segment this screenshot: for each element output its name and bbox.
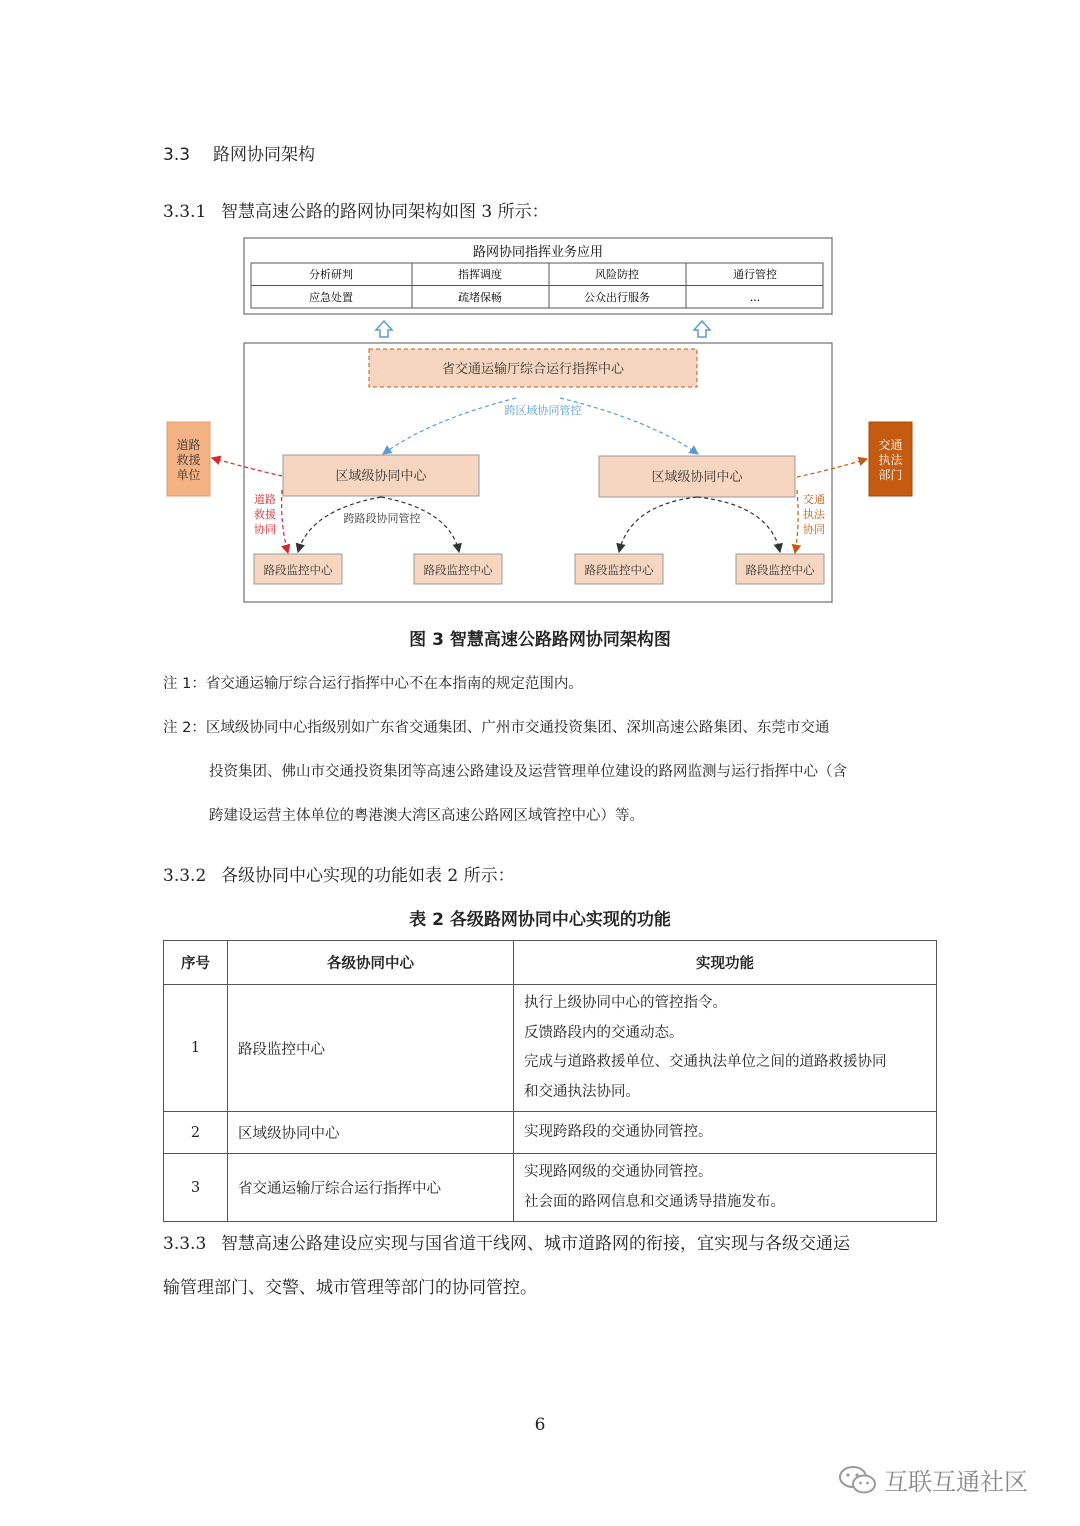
paragraph-number: 3.3.3 bbox=[163, 1234, 207, 1254]
wechat-icon bbox=[838, 1464, 878, 1496]
paragraph-333-line-1 bbox=[163, 1229, 850, 1254]
section-number: 3.3 bbox=[163, 145, 191, 165]
up-arrow-icon-right bbox=[694, 321, 710, 337]
function-line: 实现跨路段的交通协同管控。 bbox=[524, 1123, 713, 1140]
section-monitor-label-4: 路段监控中心 bbox=[745, 563, 815, 577]
function-line: 社会面的路网信息和交通诱导措施发布。 bbox=[524, 1193, 785, 1210]
table-caption: 表 2 各级路网协同中心实现的功能 bbox=[409, 910, 671, 930]
row-index: 3 bbox=[164, 1154, 228, 1222]
traffic-law-coop-line1: 交通 bbox=[803, 493, 825, 506]
paragraph-text: 智慧高速公路的路网协同架构如图 3 所示： bbox=[221, 202, 549, 222]
paragraph-number: 3.3.2 bbox=[163, 866, 207, 886]
app-cell-public-travel: 公众出行服务 bbox=[584, 291, 650, 304]
function-line: 执行上级协同中心的管控指令。 bbox=[524, 995, 727, 1011]
road-rescue-coop-line3: 协同 bbox=[254, 523, 276, 536]
row-functions bbox=[514, 1154, 937, 1222]
table-header-row bbox=[164, 941, 937, 985]
section-monitor-label-2: 路段监控中心 bbox=[423, 563, 493, 577]
traffic-law-dept-line1: 交通 bbox=[878, 438, 903, 452]
paragraph-text: 智慧高速公路建设应实现与国省道干线网、城市道路网的衔接，宜实现与各级交通运 bbox=[221, 1234, 850, 1254]
watermark-text: 互联互通社区 bbox=[884, 1468, 1028, 1496]
app-cell-more: ... bbox=[749, 291, 761, 304]
road-rescue-unit-line3: 单位 bbox=[176, 468, 201, 482]
function-line: 完成与道路救援单位、交通执法单位之间的道路救援协同 bbox=[524, 1054, 887, 1070]
app-cell-emergency: 应急处置 bbox=[309, 291, 353, 304]
app-cell-dispatch: 指挥调度 bbox=[458, 268, 502, 281]
cross-region-label: 跨区域协同管控 bbox=[504, 404, 582, 417]
row-index: 2 bbox=[164, 1112, 228, 1154]
road-rescue-unit-line1: 道路 bbox=[176, 438, 201, 452]
row-functions bbox=[514, 985, 937, 1112]
section-monitor-label-1: 路段监控中心 bbox=[263, 563, 333, 577]
traffic-law-dept-line2: 执法 bbox=[878, 453, 903, 467]
app-cell-congestion: 疏堵保畅 bbox=[458, 291, 502, 304]
app-cell-risk: 风险防控 bbox=[595, 268, 639, 281]
road-rescue-coop-line1: 道路 bbox=[254, 493, 276, 506]
table-row bbox=[164, 1154, 937, 1222]
app-cell-traffic-control: 通行管控 bbox=[733, 268, 777, 281]
row-functions bbox=[514, 1112, 937, 1154]
architecture-diagram bbox=[0, 0, 1080, 620]
region-center-right-label: 区域级协同中心 bbox=[651, 470, 743, 485]
header-center: 各级协同中心 bbox=[228, 941, 514, 985]
traffic-law-coop-line2: 执法 bbox=[803, 508, 825, 521]
paragraph-332 bbox=[163, 861, 515, 886]
app-cell-analysis: 分析研判 bbox=[309, 268, 353, 281]
row-center-name: 省交通运输厅综合运行指挥中心 bbox=[228, 1154, 514, 1222]
traffic-law-coop-line3: 协同 bbox=[803, 523, 825, 536]
function-line: 反馈路段内的交通动态。 bbox=[524, 1024, 684, 1041]
paragraph-333-line-2: 输管理部门、交警、城市管理等部门的协同管控。 bbox=[163, 1278, 537, 1298]
table-row bbox=[164, 985, 937, 1112]
business-application-title: 路网协同指挥业务应用 bbox=[472, 245, 604, 260]
business-application-box bbox=[244, 238, 832, 314]
watermark bbox=[838, 1462, 1028, 1497]
function-line: 实现路网级的交通协同管控。 bbox=[524, 1164, 713, 1180]
note-2-line-1: 注 2：区域级协同中心指级别如广东省交通集团、广州市交通投资集团、深圳高速公路集团、东莞市交通 bbox=[163, 720, 830, 736]
province-center-label: 省交通运输厅综合运行指挥中心 bbox=[441, 362, 625, 377]
function-table bbox=[163, 940, 937, 1222]
function-line: 和交通执法协同。 bbox=[524, 1083, 640, 1100]
section-title: 路网协同架构 bbox=[213, 145, 315, 165]
page-number: 6 bbox=[534, 1415, 546, 1435]
traffic-law-dept-line3: 部门 bbox=[878, 468, 903, 482]
header-index: 序号 bbox=[164, 941, 228, 985]
table-row bbox=[164, 1112, 937, 1154]
cross-section-label: 跨路段协同管控 bbox=[343, 512, 421, 525]
row-center-name: 路段监控中心 bbox=[228, 985, 514, 1112]
header-function: 实现功能 bbox=[514, 941, 937, 985]
paragraph-number: 3.3.1 bbox=[163, 202, 207, 222]
note-2-line-3: 跨建设运营主体单位的粤港澳大湾区高速公路网区域管控中心）等。 bbox=[209, 808, 644, 824]
section-monitor-label-3: 路段监控中心 bbox=[584, 563, 654, 577]
paragraph-text: 各级协同中心实现的功能如表 2 所示： bbox=[221, 866, 515, 886]
note-1: 注 1：省交通运输厅综合运行指挥中心不在本指南的规定范围内。 bbox=[163, 676, 583, 692]
row-index: 1 bbox=[164, 985, 228, 1112]
road-rescue-coop-line2: 救援 bbox=[254, 508, 276, 521]
note-2-line-2: 投资集团、佛山市交通投资集团等高速公路建设及运营管理单位建设的路网监测与运行指挥中心（含 bbox=[209, 764, 847, 780]
figure-caption: 图 3 智慧高速公路路网协同架构图 bbox=[409, 630, 671, 650]
row-center-name: 区域级协同中心 bbox=[228, 1112, 514, 1154]
region-center-left-label: 区域级协同中心 bbox=[335, 469, 427, 484]
up-arrow-icon-left bbox=[376, 321, 392, 337]
road-rescue-unit-line2: 救援 bbox=[176, 453, 201, 467]
